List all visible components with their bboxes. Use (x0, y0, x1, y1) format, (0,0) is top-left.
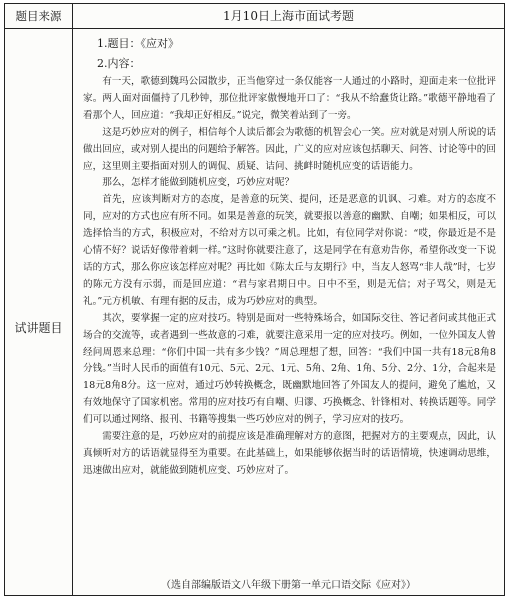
paragraph: 有一天，歌德到魏玛公园散步，正当他穿过一条仅能容一人通过的小路时，迎面走来一位批评家。两人面对面僵持了几秒钟，那位批评家傲慢地开口了：“我从不给蠢货让路。”歌德平静地看了看那个人，回应道：“我却正好相反。”说完，微笑着站到了一旁。 (83, 76, 496, 121)
source-label: 题目来源 (15, 9, 62, 23)
paragraph: 首先，应该判断对方的态度，是善意的玩笑、提问，还是恶意的讥讽、刁难。对方的态度不同，应对的方式也应有所不同。如果是善意的玩笑，就要报以善意的幽默、自嘲；如果相反，可以选择恰当的方式，积极应对，不给对方以可乘之机。比如，有位同学对你说：“哎，你最近是不是心情不好？说话好像带着刺一样。”这时你就要注意了，这是同学在有意劝告你，希望你改变一下说话的方式，那么你应该怎样应对呢？再比如《陈太丘与友期行》中，当友人怒骂“非人哉”时，七岁的陈元方没有示弱，而是回应道：“君与家君期日中。日中不至，则是无信；对子骂父，则是无礼。”元方机敏、有理有据的反击，成为巧妙应对的典型。 (83, 194, 496, 307)
column-divider (72, 4, 73, 595)
paragraph: 需要注意的是，巧妙应对的前提应该是准确理解对方的意图，把握对方的主要观点，因此，认真倾听对方的话语就显得至为重要。在此基础上，如果能够依据当时的话语情境，快速调动思维，迅速做出应对，就能做到随机应变、巧妙应对了。 (83, 431, 496, 476)
content-heading: 2.内容： (97, 57, 141, 70)
content-area (83, 34, 496, 480)
topic-line: 1.题目：《应对》 (97, 37, 179, 50)
paragraph: 其次，要掌握一定的应对技巧。特别是面对一些特殊场合，如国际交往、答记者问或其他正式场合的交流等，或者遇到一些故意的刁难，就要注意采用一定的应对技巧。例如，一位外国友人曾经问周恩来总理：“你们中国一共有多少钱？”周总理想了想，回答：“我们中国一共有18元8角8分钱。”当时人民币的面值有10元、5元、2元、1元、5角、2角、1角、5分、2分、1分，合起来是18元8角8分。这一应对，通过巧妙转换概念，既幽默地回答了外国友人的提问，避免了尴尬，又有效地保守了国家机密。常用的应对技巧有自嘲、归谬、巧换概念、针锋相对、转换话题等。同学们可以通过网络、报刊、书籍等搜集一些巧妙应对的例子，学习应对的技巧。 (83, 312, 496, 426)
exam-sheet (4, 3, 505, 596)
paragraph: 那么，怎样才能做到随机应变，巧妙应对呢？ (102, 177, 295, 189)
side-label: 试讲题目 (14, 321, 63, 335)
exam-title: 1月10日上海市面试考题 (223, 9, 354, 23)
paragraph: 这是巧妙应对的例子，相信每个人读后都会为歌德的机智会心一笑。应对就是对别人所说的话做出回应，或对别人提出的问题给予解答。因此，广义的应对应该包括聊天、问答、讨论等中的回应，这里则主要指面对别人的调侃、质疑、诘问、挑衅时随机应变的话语能力。 (83, 126, 496, 172)
source-citation: （选自部编版语文八年级下册第一单元口语交际《应对》） (161, 580, 416, 591)
header-divider (5, 28, 504, 29)
